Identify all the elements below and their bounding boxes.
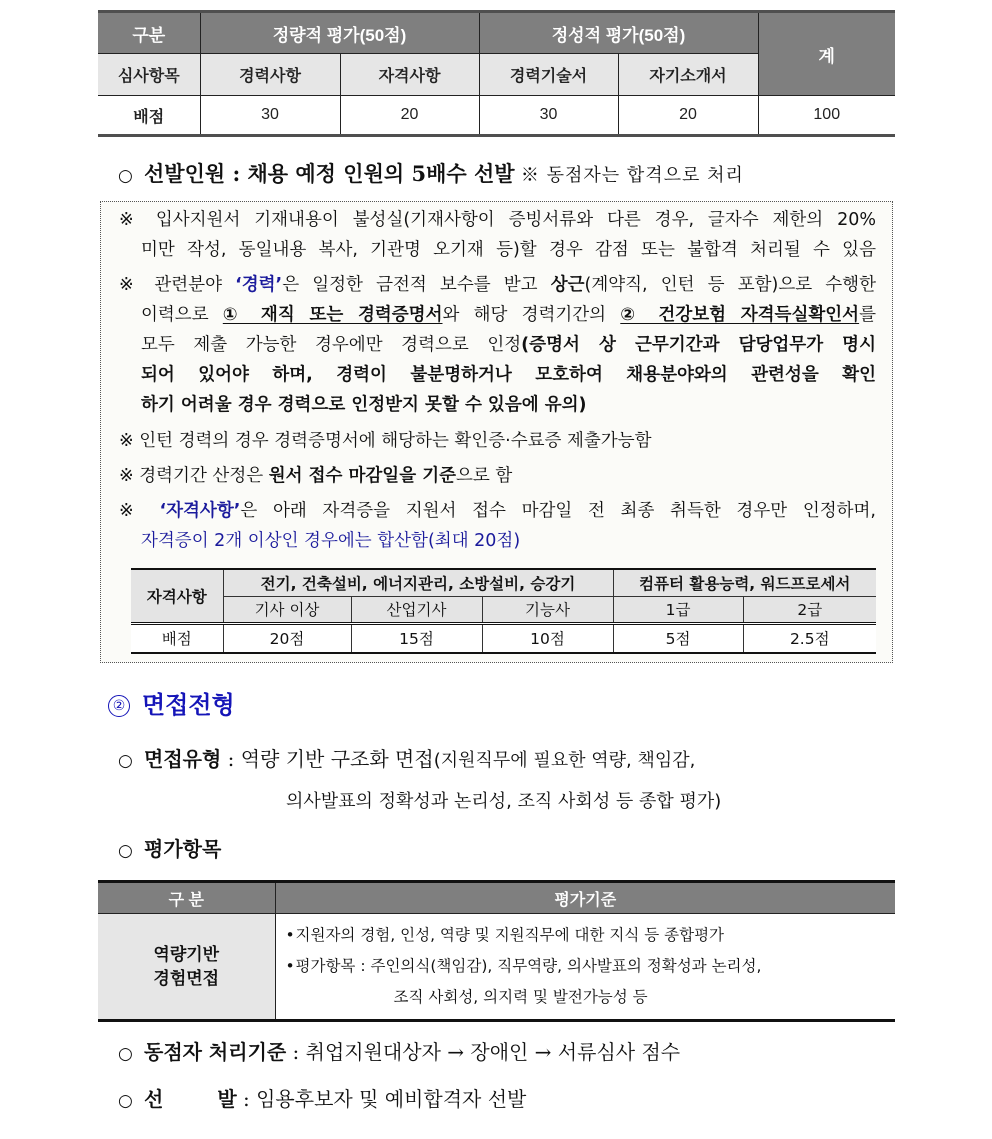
bullet-circle-icon: ○ bbox=[118, 1044, 133, 1064]
note-career-definition: ※ 관련분야 ‘경력’은 일정한 금전적 보수를 받고 상근(계약직, 인턴 등 포함)으로 수행한 bbox=[119, 275, 876, 295]
header-total: 계 bbox=[758, 12, 895, 96]
cert-row-header: 자격사항 bbox=[131, 569, 223, 623]
table-row bbox=[98, 96, 895, 136]
selection-label: 선 발 bbox=[144, 1087, 237, 1111]
cert-level: 기능사 bbox=[482, 596, 613, 623]
interview-type-value: : 역량 기반 구조화 면접 bbox=[221, 747, 434, 771]
score-certificate: 20 bbox=[340, 96, 479, 136]
header-qualitative: 정성적 평가(50점) bbox=[479, 12, 758, 54]
cert-score-label: 배점 bbox=[131, 623, 223, 653]
note-falsification-cont: 미만 작성, 동일내용 복사, 기관명 오기재 등)할 경우 감점 또는 불합격 처리될 수 있음 bbox=[141, 240, 876, 260]
tie-break-line bbox=[118, 1036, 680, 1065]
header-review-item: 심사항목 bbox=[98, 54, 200, 96]
note-career-condition: 모두 제출 가능한 경우에만 경력으로 인정(증명서 상 근무기간과 담당업무가 명시 bbox=[141, 335, 876, 355]
interview-type-line bbox=[118, 743, 695, 772]
evaluation-table bbox=[98, 880, 895, 1022]
cert-level: 1급 bbox=[613, 596, 743, 623]
criteria-item: •평가항목 : 주인의식(책임감), 직무역량, 의사발표의 정확성과 논리성, bbox=[286, 951, 896, 982]
tie-break-value: : 취업지원대상자 → 장애인 → 서류심사 점수 bbox=[286, 1040, 681, 1064]
eval-items-label: 평가항목 bbox=[144, 837, 222, 861]
cert-score: 10점 bbox=[482, 623, 613, 653]
cert-score: 15점 bbox=[351, 623, 482, 653]
note-certificate-cont: 자격증이 2개 이상인 경우에는 합산함(최대 20점) bbox=[141, 531, 521, 551]
eval-items-line bbox=[118, 833, 221, 862]
bullet-circle-icon: ○ bbox=[118, 166, 133, 186]
table-row bbox=[98, 914, 895, 1021]
note-certificate: ※ ‘자격사항’은 아래 자격증을 지원서 접수 마감일 전 최종 취득한 경우만 인정하며, bbox=[119, 501, 876, 521]
cert-level: 산업기사 bbox=[351, 596, 482, 623]
note-career-period: ※ 경력기간 산정은 원서 접수 마감일을 기준으로 함 bbox=[119, 466, 513, 486]
certificate-score-table bbox=[131, 568, 876, 654]
eval-category: 역량기반 경험면접 bbox=[98, 914, 275, 1021]
criteria-item-cont: 조직 사회성, 의지력 및 발전가능성 등 bbox=[393, 988, 648, 1006]
selection-count-label: 선발인원 : 채용 예정 인원의 5배수 선발 bbox=[144, 161, 515, 186]
selection-count-line bbox=[118, 158, 744, 188]
header-self-intro: 자기소개서 bbox=[618, 54, 758, 96]
header-certificate: 자격사항 bbox=[340, 54, 479, 96]
score-total: 100 bbox=[758, 96, 895, 136]
header-career-statement: 경력기술서 bbox=[479, 54, 618, 96]
cert-level: 2급 bbox=[743, 596, 876, 623]
criteria-item: •지원자의 경험, 인성, 역량 및 지원직무에 대한 지식 등 종합평가 bbox=[286, 920, 896, 951]
cert-score: 2.5점 bbox=[743, 623, 876, 653]
section-title-interview: ② 면접전형 bbox=[108, 685, 235, 720]
eval-criteria bbox=[275, 914, 895, 1021]
note-career-docs: 이력으로 ① 재직 또는 경력증명서와 해당 경력기간의 ② 건강보험 자격득실확인서를 bbox=[141, 305, 876, 325]
selection-count-note: ※ 동점자는 합격으로 처리 bbox=[520, 165, 744, 186]
bullet-dot-icon: • bbox=[285, 926, 295, 944]
tie-break-label: 동점자 처리기준 bbox=[144, 1040, 287, 1064]
note-career-condition-2: 되어 있어야 하며, 경력이 불분명하거나 모호하여 채용분야와의 관련성을 확인 bbox=[141, 365, 876, 385]
bullet-dot-icon: • bbox=[285, 957, 295, 975]
score-career-statement: 30 bbox=[479, 96, 618, 136]
circled-number-icon: ② bbox=[108, 695, 130, 717]
interview-type-label: 면접유형 bbox=[144, 747, 222, 771]
doc-health-insurance: ② 건강보험 자격득실확인서 bbox=[620, 305, 860, 325]
interview-type-detail: (지원직무에 필요한 역량, 책임감, bbox=[433, 750, 696, 771]
cert-score: 5점 bbox=[613, 623, 743, 653]
cert-level: 기사 이상 bbox=[223, 596, 351, 623]
header-quantitative: 정량적 평가(50점) bbox=[200, 12, 479, 54]
score-self-intro: 20 bbox=[618, 96, 758, 136]
score-label: 배점 bbox=[98, 96, 200, 136]
note-career-condition-3: 하기 어려울 경우 경력으로 인정받지 못할 수 있음에 유의) bbox=[141, 395, 587, 415]
selection-line bbox=[118, 1083, 526, 1112]
bullet-circle-icon: ○ bbox=[118, 841, 133, 861]
selection-value: : 임용후보자 및 예비합격자 선발 bbox=[236, 1087, 527, 1111]
score-career: 30 bbox=[200, 96, 340, 136]
cert-score: 20점 bbox=[223, 623, 351, 653]
header-criteria: 평가기준 bbox=[275, 882, 895, 914]
bullet-circle-icon: ○ bbox=[118, 751, 133, 771]
header-category: 구 분 bbox=[98, 882, 275, 914]
cert-group-technical: 전기, 건축설비, 에너지관리, 소방설비, 승강기 bbox=[223, 569, 613, 596]
interview-type-detail-cont: 의사발표의 정확성과 논리성, 조직 사회성 등 종합 평가) bbox=[286, 791, 722, 812]
bullet-circle-icon: ○ bbox=[118, 1091, 133, 1111]
score-table bbox=[98, 10, 895, 137]
note-intern: ※ 인턴 경력의 경우 경력증명서에 해당하는 확인증·수료증 제출가능함 bbox=[119, 431, 652, 451]
table-row bbox=[131, 623, 876, 653]
header-career: 경력사항 bbox=[200, 54, 340, 96]
note-falsification: ※ 입사지원서 기재내용이 불성실(기재사항이 증빙서류와 다른 경우, 글자수 제한의 20% bbox=[119, 210, 876, 230]
doc-employment-certificate: ① 재직 또는 경력증명서 bbox=[222, 305, 443, 325]
notes-box bbox=[100, 201, 893, 663]
cert-group-computer: 컴퓨터 활용능력, 워드프로세서 bbox=[613, 569, 876, 596]
header-category: 구분 bbox=[98, 12, 200, 54]
